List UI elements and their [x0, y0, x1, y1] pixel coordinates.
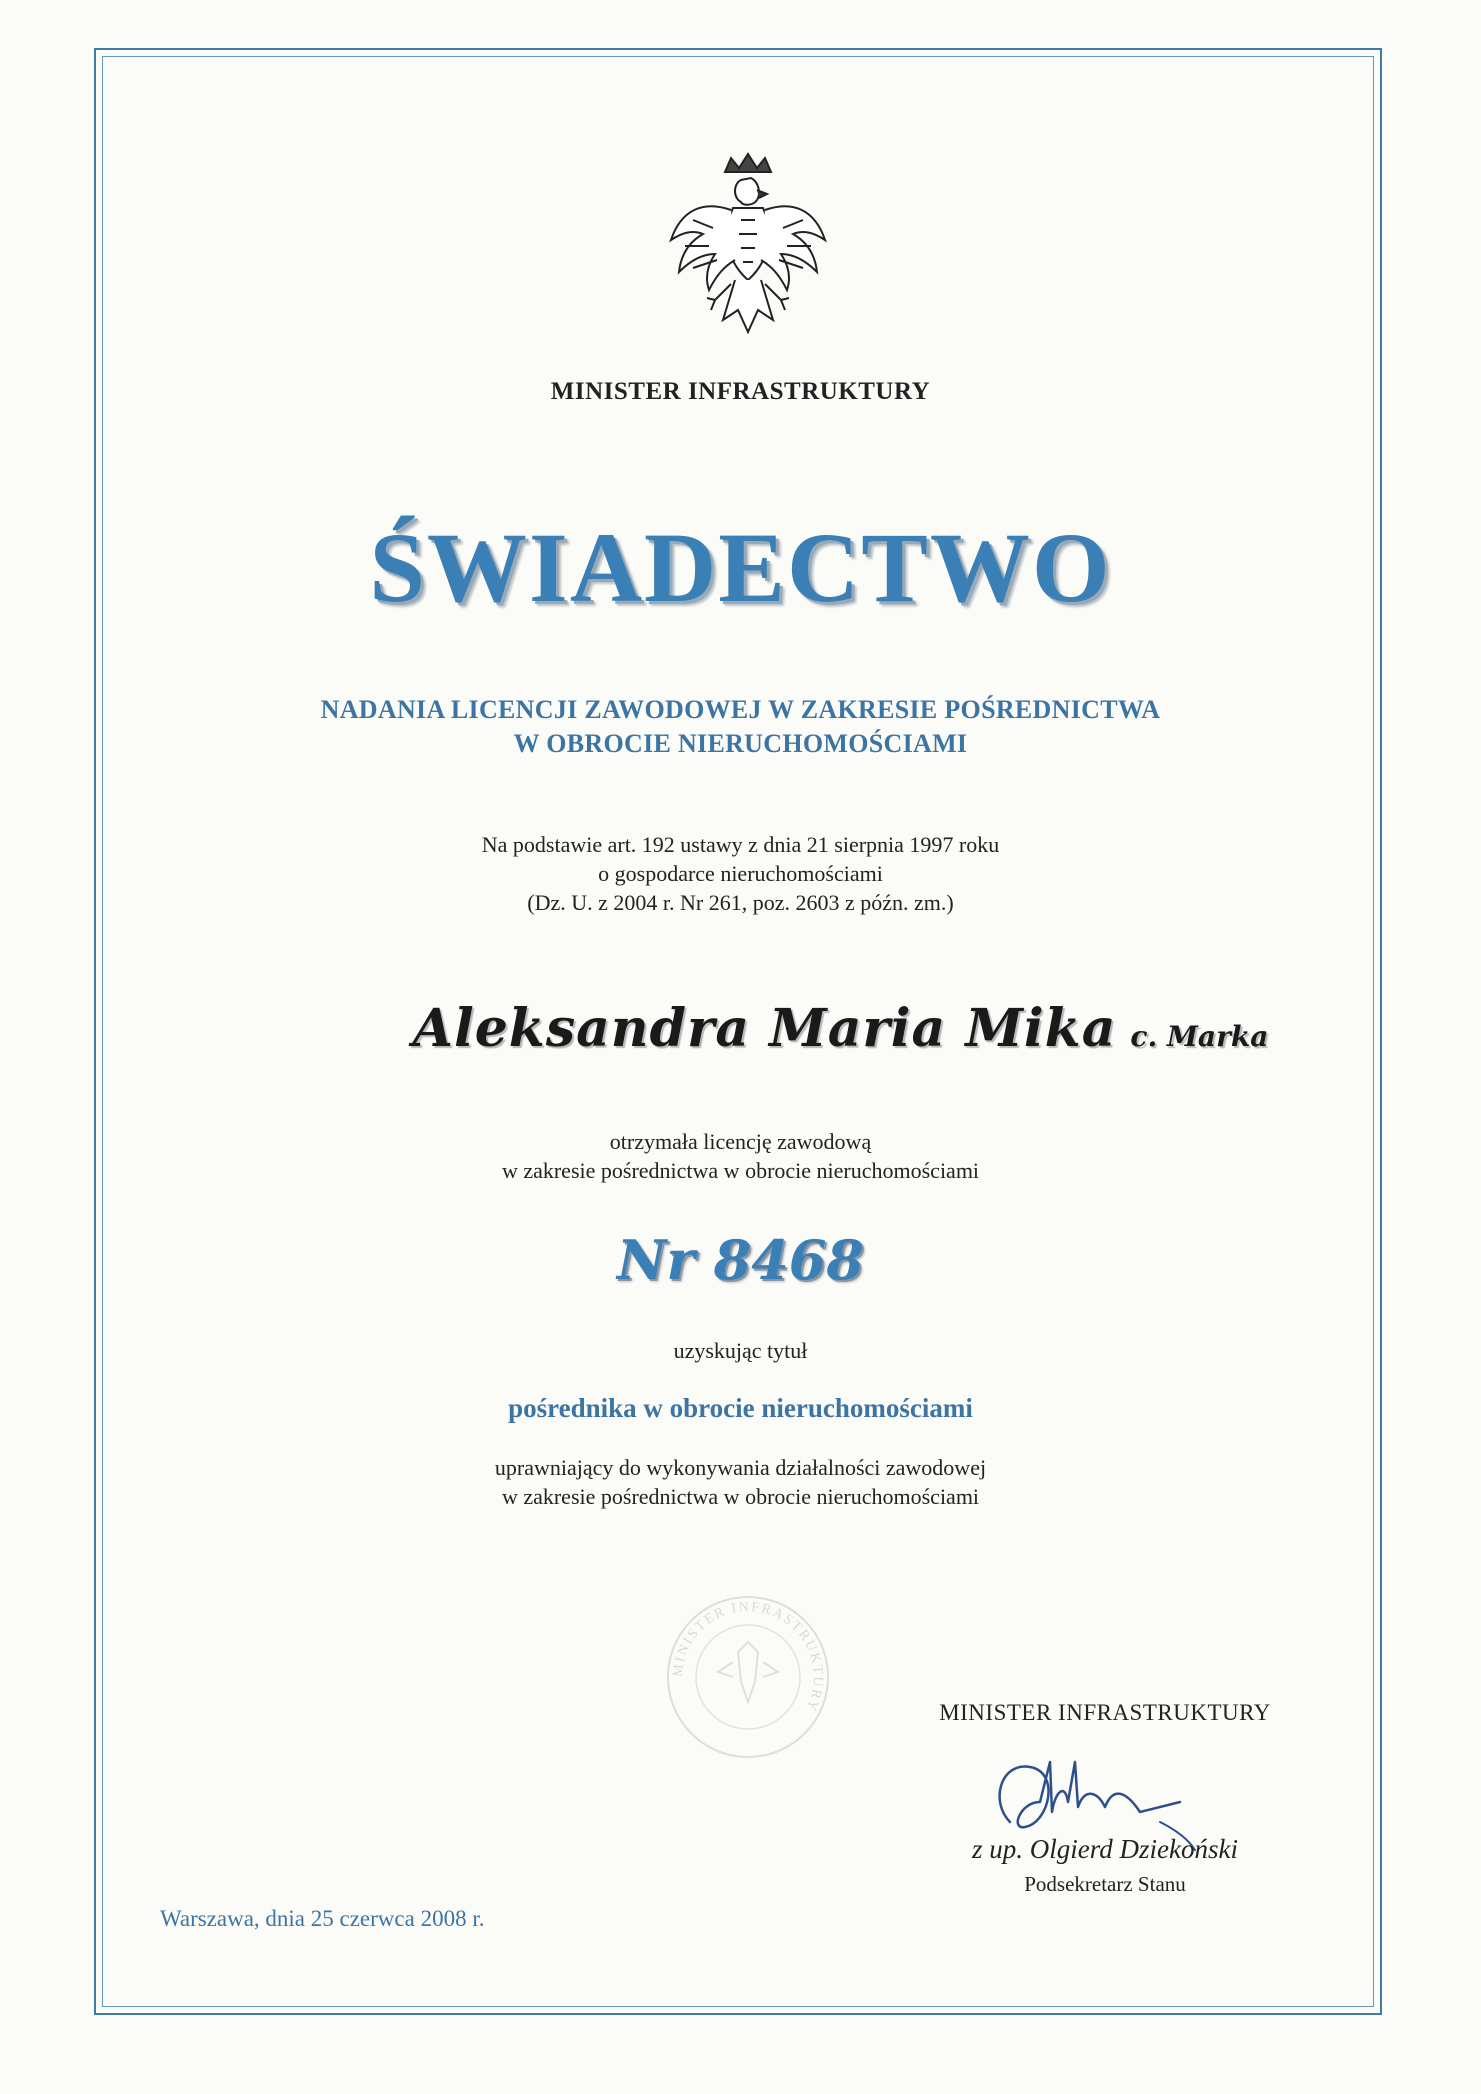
signature-minister: MINISTER INFRASTRUKTURY [939, 1700, 1271, 1725]
signer-role: Podsekretarz Stanu [1024, 1872, 1186, 1896]
embossed-seal-icon [663, 1592, 833, 1762]
subtitle-line-2: W OBROCIE NIERUCHOMOŚCIAMI [513, 729, 968, 758]
certificate-subtitle [0, 693, 1481, 761]
subtitle-line-1: NADANIA LICENCJI ZAWODOWEJ W ZAKRESIE POŚREDNICTWA [320, 695, 1161, 724]
place-and-date: Warszawa, dnia 25 czerwca 2008 r. [160, 1906, 485, 1931]
profession-title: pośrednika w obrocie nieruchomościami [508, 1393, 973, 1423]
scope-statement [0, 1453, 1481, 1511]
holder-name: Aleksandra Maria Mika [412, 998, 1117, 1059]
issuer-heading: MINISTER INFRASTRUKTURY [550, 378, 931, 405]
legal-line-1: Na podstawie art. 192 ustawy z dnia 21 sierpnia 1997 roku [481, 832, 1000, 857]
granted-line-1: otrzymała licencję zawodową [609, 1129, 872, 1154]
scope-line-1: uprawniający do wykonywania działalności zawodowej [494, 1455, 987, 1480]
certificate-title: ŚWIADECTWO [369, 512, 1112, 623]
holder-parent: c. Marka [1130, 1020, 1269, 1053]
signer-name: z up. Olgierd Dziekoński [972, 1834, 1238, 1864]
license-number: Nr 8468 [617, 1228, 864, 1292]
holder [0, 998, 1481, 1059]
title-label: uzyskując tytuł [673, 1338, 808, 1363]
granted-line-2: w zakresie pośrednictwa w obrocie nieruchomościami [501, 1158, 980, 1183]
legal-line-2: o gospodarce nieruchomościami [598, 861, 883, 886]
eagle-emblem-icon [663, 150, 833, 340]
legal-basis [0, 830, 1481, 917]
granted-statement [0, 1127, 1481, 1185]
scope-line-2: w zakresie pośrednictwa w obrocie nieruchomościami [501, 1484, 980, 1509]
seal-text: MINISTER INFRASTRUKTURY [670, 1599, 826, 1715]
legal-line-3: (Dz. U. z 2004 r. Nr 261, poz. 2603 z późn. zm.) [527, 890, 954, 915]
